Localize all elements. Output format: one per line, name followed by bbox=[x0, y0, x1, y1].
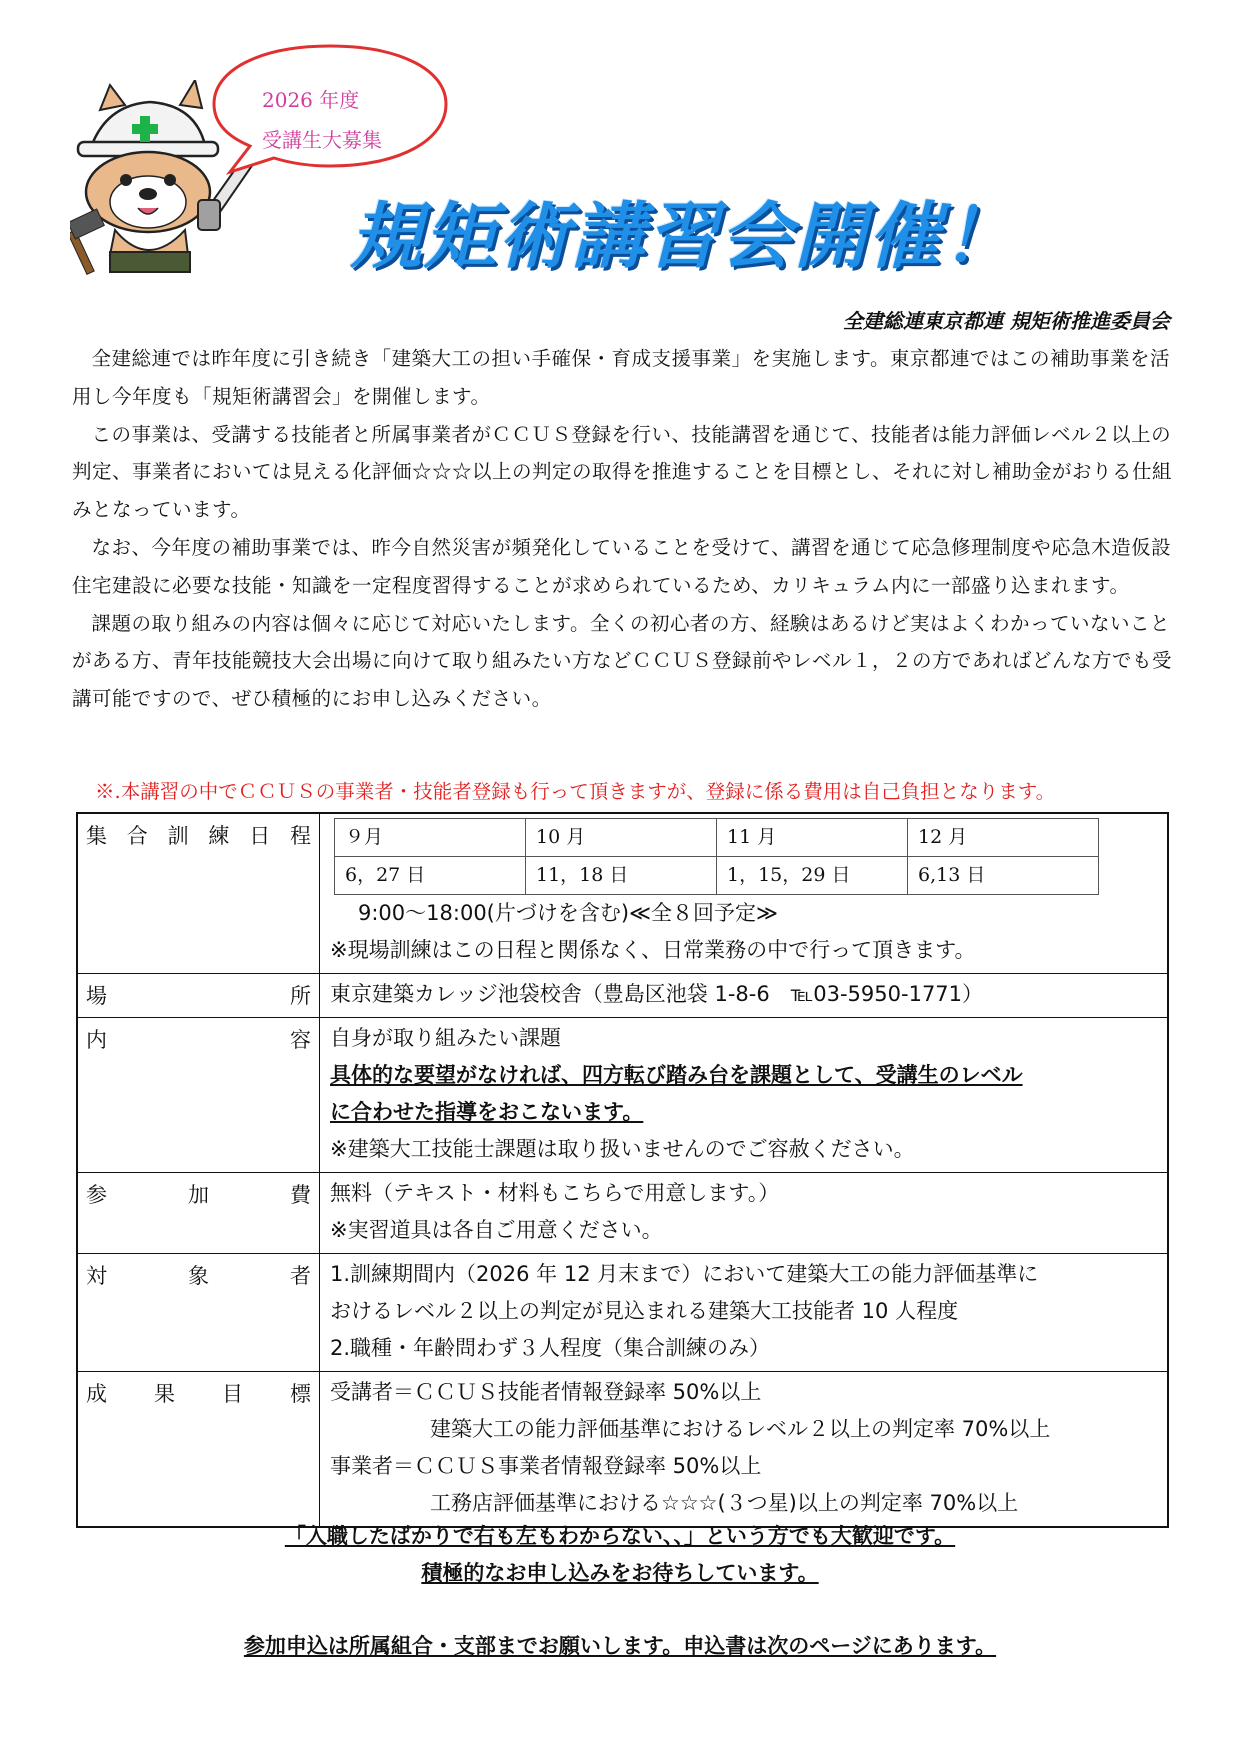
row-fee bbox=[77, 1173, 1168, 1254]
fee-notice: ※.本講習の中でＣＣＵＳの事業者・技能者登録も行って頂きますが、登録に係る費用は自己負担となります。 bbox=[95, 780, 1056, 803]
schedule-time: 9:00〜18:00(片づけを含む)≪全８回予定≫ bbox=[358, 901, 779, 925]
bubble-line-year: 2026 年度 bbox=[262, 88, 360, 112]
row-place bbox=[77, 974, 1168, 1018]
fee-line: 無料（テキスト・材料もこちらで用意します。） bbox=[330, 1181, 780, 1205]
bubble-text bbox=[262, 80, 382, 160]
row-goals bbox=[77, 1372, 1168, 1528]
footer-apply bbox=[0, 1630, 1240, 1660]
label-schedule-text: 集 合 訓 練 日 程 bbox=[86, 824, 311, 848]
goals-value bbox=[320, 1372, 1169, 1528]
intro-paragraph: 課題の取り組みの内容は個々に応じて対応いたします。全くの初心者の方、経験はあるけど実はよくわかっていないことがある方、青年技能競技大会出場に向けて取り組みたい方などＣＣＵＳ登録前やレベル１，２の方であればどんな方でも受講可能ですので、ぜひ積極的にお申し込みください。 bbox=[72, 611, 1173, 711]
footer-invite-text: 積極的なお申し込みをお待ちしています。 bbox=[421, 1561, 819, 1585]
intro-paragraph: この事業は、受講する技能者と所属事業者がＣＣＵＳ登録を行い、技能講習を通じて、技能者は能力評価レベル２以上の判定、事業者においては見える化評価☆☆☆以上の判定の取得を推進することを目標とし、それに対し補助金がおりる仕組みとなっています。 bbox=[72, 422, 1173, 522]
fee-line: ※実習道具は各自ご用意ください。 bbox=[330, 1218, 663, 1242]
content-line-emphasis: に合わせた指導をおこないます。 bbox=[330, 1100, 644, 1124]
content-value bbox=[320, 1018, 1169, 1173]
bubble-line-recruit: 受講生大募集 bbox=[262, 128, 382, 152]
intro-paragraph: なお、今年度の補助事業では、昨今自然災害が頻発化していることを受けて、講習を通じて応急修理制度や応急木造仮設住宅建設に必要な技能・知識を一定程度習得することが求められているため、カリキュラム内に一部盛り込まれます。 bbox=[72, 535, 1172, 597]
month-cell: 11 月 bbox=[717, 819, 908, 857]
label-fee: 参 加 費 bbox=[77, 1173, 320, 1254]
label-target: 対 象 者 bbox=[77, 1254, 320, 1372]
content-line-emphasis: 具体的な要望がなければ、四方転び踏み台を課題として、受講生のレベル bbox=[330, 1063, 1023, 1087]
target-value bbox=[320, 1254, 1169, 1372]
label-content: 内 容 bbox=[77, 1018, 320, 1173]
place-value bbox=[320, 974, 1169, 1018]
days-cell: 6,13 日 bbox=[908, 857, 1099, 895]
info-table bbox=[76, 812, 1169, 1528]
page-title: 規矩術講習会開催！ bbox=[350, 194, 1017, 278]
month-cell: ９月 bbox=[335, 819, 526, 857]
days-cell: 1，15，29 日 bbox=[717, 857, 908, 895]
month-cell: 12 月 bbox=[908, 819, 1099, 857]
label-place: 場 所 bbox=[77, 974, 320, 1018]
intro-text bbox=[72, 340, 1172, 718]
label-schedule bbox=[77, 813, 320, 974]
goal-line: 建築大工の能力評価基準におけるレベル２以上の判定率 70%以上 bbox=[430, 1417, 1051, 1441]
goal-line: 受講者＝ＣＣＵＳ技能者情報登録率 50%以上 bbox=[330, 1380, 762, 1404]
days-cell: 11，18 日 bbox=[526, 857, 717, 895]
footer-welcome bbox=[0, 1520, 1240, 1550]
goal-line: 事業者＝ＣＣＵＳ事業者情報登録率 50%以上 bbox=[330, 1454, 762, 1478]
schedule-note: ※現場訓練はこの日程と関係なく、日常業務の中で行って頂きます。 bbox=[330, 938, 976, 962]
fee-value bbox=[320, 1173, 1169, 1254]
schedule-table bbox=[334, 818, 1099, 895]
target-line: 2.職種・年齢問わず３人程度（集合訓練のみ） bbox=[330, 1336, 771, 1360]
organizer: 全建総連東京都連 規矩術推進委員会 bbox=[843, 309, 1170, 333]
row-schedule bbox=[77, 813, 1168, 974]
month-cell: 10 月 bbox=[526, 819, 717, 857]
goal-line: 工務店評価基準における☆☆☆(３つ星)以上の判定率 70%以上 bbox=[430, 1491, 1019, 1515]
days-cell: 6，27 日 bbox=[335, 857, 526, 895]
label-goals: 成 果 目 標 bbox=[77, 1372, 320, 1528]
footer-welcome-text: 「入職したばかりで右も左もわからない、、」という方でも大歓迎です。 bbox=[284, 1524, 956, 1548]
content-line: 自身が取り組みたい課題 bbox=[330, 1026, 561, 1050]
intro-paragraph: 全建総連では昨年度に引き続き「建築大工の担い手確保・育成支援事業」を実施します。東京都連ではこの補助事業を活用し今年度も「規矩術講習会」を開催します。 bbox=[72, 347, 1170, 408]
target-line: おけるレベル２以上の判定が見込まれる建築大工技能者 10 人程度 bbox=[330, 1299, 959, 1323]
footer-invite bbox=[0, 1557, 1240, 1587]
place-text: 東京建築カレッジ池袋校舎（豊島区池袋 1-8-6 ℡03-5950-1771） bbox=[330, 982, 984, 1006]
row-content bbox=[77, 1018, 1168, 1173]
content-line: ※建築大工技能士課題は取り扱いませんのでご容赦ください。 bbox=[330, 1137, 915, 1161]
row-target bbox=[77, 1254, 1168, 1372]
schedule-content bbox=[320, 813, 1169, 974]
footer-apply-text: 参加申込は所属組合・支部までお願いします。申込書は次のページにあります。 bbox=[243, 1634, 997, 1658]
target-line: 1.訓練期間内（2026 年 12 月末まで）において建築大工の能力評価基準に bbox=[330, 1262, 1039, 1286]
